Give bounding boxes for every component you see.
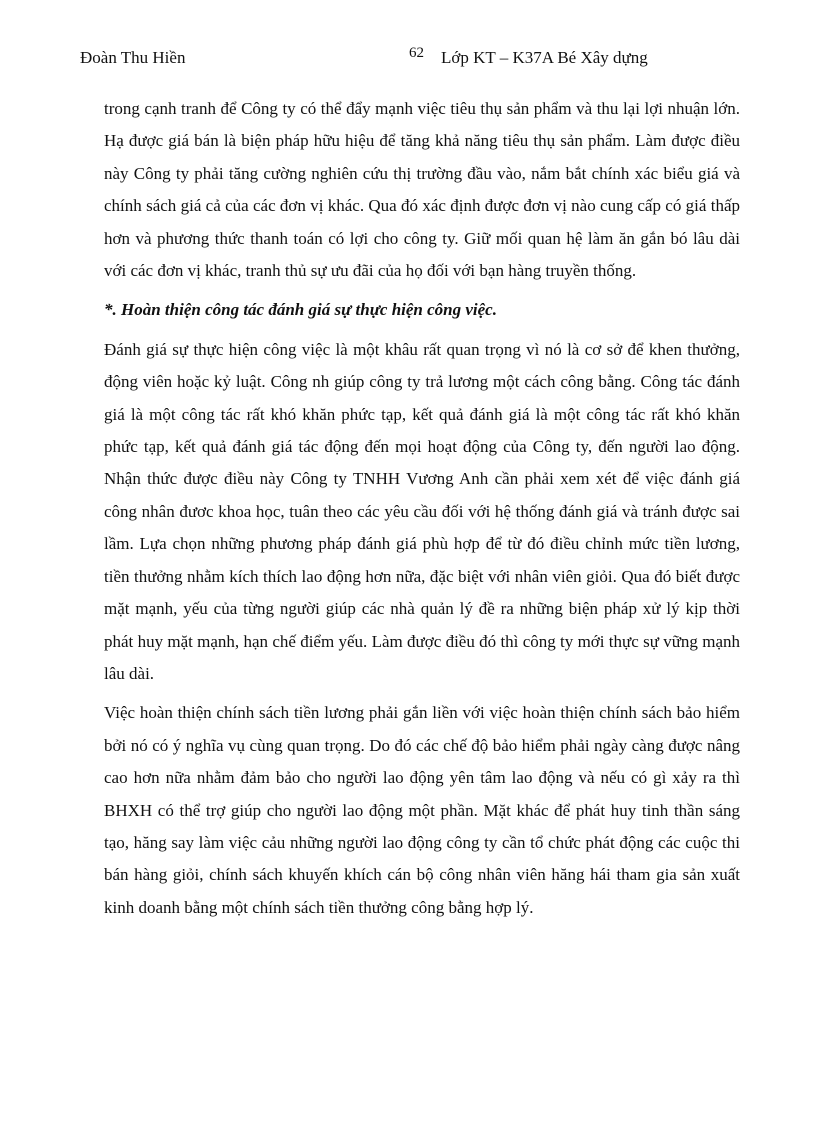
paragraph-evaluation: Đánh giá sự thực hiện công việc là một khâu rất quan trọng vì nó là cơ sở để khen thưởng, động viên hoặc kỷ luật. Công nh giúp công ty trả lương một cách công bằng. Công tác đánh giá là một công tác rất khó khăn phức tạp, kết quả đánh giá là một công tác rất khó khăn phức tạp, kết quả đánh giá tác động đến mọi hoạt động của Công ty, đến người lao động. Nhận thức được điều này Công ty TNHH Vương Anh cần phải xem xét để việc đánh giá công nhân đươc khoa học, tuân theo các yêu cầu đối với hệ thống đánh giá và tránh được sai lầm. Lựa chọn những phương pháp đánh giá phù hợp để từ đó điều chỉnh mức tiền lương, tiền thưởng nhằm kích thích lao động hơn nữa, đặc biệt với nhân viên giỏi. Qua đó biết được mặt mạnh, yếu của từng người giúp các nhà quản lý đề ra những biện pháp xử lý kịp thời phát huy mặt mạnh, hạn chế điểm yếu. Làm được điều đó thì công ty mới thực sự vững mạnh lâu dài. [104, 339, 740, 683]
paragraph-insurance-policy: Việc hoàn thiện chính sách tiền lương phải gắn liền với việc hoàn thiện chính sách bảo hiểm bởi nó có ý nghĩa vụ cùng quan trọng. Do đó các chế độ bảo hiểm phải ngày càng được nâng cao hơn nữa nhằm đảm bảo cho người lao động yên tâm lao động và nếu có gì xảy ra thì BHXH có thể trợ giúp cho người lao động một phần. Mặt khác để phát huy tinh thần sáng tạo, hăng say làm việc cảu những người lao động công ty cần tổ chức phát động các cuộc thi bán hàng giỏi, chính sách khuyến khích cán bộ công nhân viên hăng hái tham gia sản xuất kinh doanh bằng một chính sách tiền thưởng công bằng hợp lý. [104, 703, 740, 917]
header-class-name: Lớp KT – K37A Bé Xây dựng [441, 48, 648, 67]
paragraph-continuation: trong cạnh tranh để Công ty có thể đẩy mạnh việc tiêu thụ sản phẩm và thu lại lợi nhuận lớn. Hạ được giá bán là biện pháp hữu hiệu để tăng khả năng tiêu thụ sản phẩm. Làm được điều này Công ty phải tăng cường nghiên cứu thị trường đầu vào, nắm bắt chính xác biểu giá và chính sách giá cả của các đơn vị khác. Qua đó xác định được đơn vị nào cung cấp có giá thấp hơn và phương thức thanh toán có lợi cho công ty. Giữ mối quan hệ làm ăn gắn bó lâu dài với các đơn vị khác, tranh thủ sự ưu đãi của họ đối với bạn hàng truyền thống. [104, 99, 740, 281]
section-heading: *. Hoàn thiện công tác đánh giá sự thực hiện công việc. [104, 300, 497, 320]
document-body [104, 93, 740, 924]
page-header [80, 45, 720, 74]
header-author: Đoàn Thu Hiền [80, 48, 186, 67]
page-number: 62 [409, 45, 424, 61]
